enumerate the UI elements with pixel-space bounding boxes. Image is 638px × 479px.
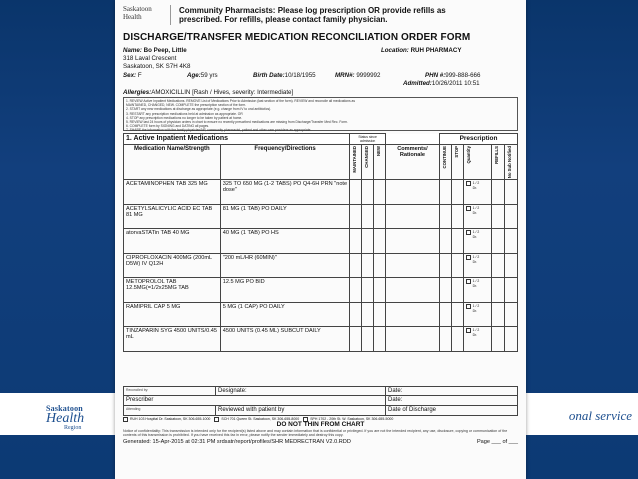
continue-cell[interactable]	[440, 278, 452, 303]
quantity-cell[interactable]	[463, 204, 491, 229]
checkbox-caption: 1 / 2	[472, 230, 480, 235]
stop-cell[interactable]	[451, 278, 463, 303]
medication-name: RAMIPRIL CAP 5 MG	[124, 302, 221, 327]
address-line-1: 318 Laval Crescent	[123, 55, 177, 62]
continue-cell[interactable]	[440, 229, 452, 254]
new-cell[interactable]	[374, 204, 386, 229]
changed-cell[interactable]	[362, 302, 374, 327]
phn-label: PHN #:	[425, 72, 446, 79]
medication-row	[124, 204, 518, 229]
medication-directions: 325 TO 650 MG (1-2 TABS) PO Q4-6H PRN "note dose"	[220, 180, 350, 205]
date-field-2[interactable]: Date:	[388, 396, 403, 403]
site-sph: SPH 1702 - 20th St. W. Saskatoon, SK 306-655-5000	[303, 417, 393, 422]
sex-label: Sex:	[123, 72, 137, 79]
checkbox-caption: 1 / 2	[472, 279, 480, 284]
medication-name: atorvaSTATin TAB 40 MG	[124, 229, 221, 254]
prescription-checkbox[interactable]	[466, 181, 471, 186]
col-frequency: Frequency/Directions	[220, 145, 350, 180]
col-refills: REFILLS	[493, 146, 499, 164]
prescription-checkbox[interactable]	[466, 279, 471, 284]
mrn-label: MRN#:	[335, 72, 355, 79]
notice-line-2: prescribed. For refills, please contact family physician.	[179, 15, 388, 24]
col-nonsub: No Sub Notified	[506, 146, 512, 179]
changed-cell[interactable]	[362, 327, 374, 352]
site-checkbox[interactable]	[123, 417, 128, 422]
maintained-cell[interactable]	[350, 180, 362, 205]
allergies-label: Allergies:	[123, 89, 152, 96]
new-cell[interactable]	[374, 302, 386, 327]
prescription-header: Prescription	[440, 134, 518, 145]
comments-cell[interactable]	[385, 278, 439, 303]
birth-label: Birth Date:	[253, 72, 285, 79]
refills-cell[interactable]	[491, 253, 504, 278]
discharge-date-field[interactable]: Date of Discharge	[388, 406, 437, 413]
comments-cell[interactable]	[385, 327, 439, 352]
medication-name: METOPROLOL TAB 12.5MG(=1/2x25MG TAB	[124, 278, 221, 303]
instruction-line: 2. START any new medications at discharge as appropriate (e.g. change from IV to oral antibiotics).	[126, 107, 272, 112]
medication-row	[124, 278, 518, 303]
allergies-value: AMOXICILLIN [Rash / Hives, severity: Intermediate]	[151, 89, 294, 96]
logo-line-2: Health	[46, 411, 85, 426]
patient-info	[123, 47, 518, 95]
age-value: 59 yrs	[200, 72, 218, 79]
nonsub-cell[interactable]	[504, 327, 517, 352]
stop-cell[interactable]	[451, 229, 463, 254]
comments-cell[interactable]	[385, 302, 439, 327]
reconciled-by-field[interactable]: Reconciled by:	[124, 387, 216, 395]
prescription-checkbox[interactable]	[466, 328, 471, 333]
birth-value: 10/18/1955	[284, 72, 316, 79]
instructions-box	[123, 97, 518, 131]
quantity-cell[interactable]	[463, 327, 491, 352]
col-new: NEW	[376, 146, 382, 157]
continue-cell[interactable]	[440, 180, 452, 205]
logo-line-1: Saskatoon	[46, 404, 83, 413]
notice-line-1: Community Pharmacists: Please log prescription OR provide refills as	[179, 6, 446, 15]
stop-cell[interactable]	[451, 204, 463, 229]
generated-line: Generated: 15-Apr-2015 at 02:31 PM srdsatr/report/profiles/SHR MEDRECTRAN V2.0.RDD	[123, 439, 351, 446]
instruction-line: 5. REVIEW last 24 hours of physician orders in chart to ensure no recently prescribed medications are missing from Discharge/Transfer Med Rec. Form.	[126, 120, 348, 125]
col-maintained: MAINTAINED	[352, 146, 358, 173]
changed-cell[interactable]	[362, 229, 374, 254]
col-stop: STOP	[453, 146, 459, 158]
checkbox-caption: 1 / 2	[472, 205, 480, 210]
instruction-line: 7. SHARE the information with the family physician/NP, community pharmacist, patient and other care providers as appropriate.	[126, 128, 312, 133]
nonsub-cell[interactable]	[504, 229, 517, 254]
new-cell[interactable]	[374, 253, 386, 278]
prescription-checkbox[interactable]	[466, 206, 471, 211]
maintained-cell[interactable]	[350, 204, 362, 229]
checkbox-caption: 1 / 2	[472, 303, 480, 308]
stop-cell[interactable]	[451, 302, 463, 327]
prescription-checkbox[interactable]	[466, 230, 471, 235]
site-sch: SCH 701 Queen St. Saskatoon, SK 306-655-8000	[214, 417, 299, 422]
maintained-cell[interactable]	[350, 327, 362, 352]
reviewed-field[interactable]: Reviewed with patient by	[216, 406, 386, 415]
medication-name: TINZAPARIN SYG 4500 UNITS/0.45 mL	[124, 327, 221, 352]
checkbox-caption: Dr.	[472, 259, 477, 264]
changed-cell[interactable]	[362, 204, 374, 229]
continue-cell[interactable]	[440, 302, 452, 327]
site-checkbox[interactable]	[214, 417, 219, 422]
medication-directions: 5 MG (1 CAP) PO DAILY	[220, 302, 350, 327]
changed-cell[interactable]	[362, 180, 374, 205]
new-cell[interactable]	[374, 327, 386, 352]
checkbox-caption: Dr.	[472, 284, 477, 289]
medication-row	[124, 180, 518, 205]
stop-cell[interactable]	[451, 327, 463, 352]
quantity-cell[interactable]	[463, 180, 491, 205]
admitted-value: 10/26/2011 10:51	[431, 80, 480, 87]
maintained-cell[interactable]	[350, 278, 362, 303]
medication-name: ACETAMINOPHEN TAB 325 MG	[124, 180, 221, 205]
age-label: Age:	[187, 72, 201, 79]
prescriber-field[interactable]: Prescriber	[124, 396, 386, 405]
medication-directions: 40 MG (1 TAB) PO HS	[220, 229, 350, 254]
refills-cell[interactable]	[491, 180, 504, 205]
medication-directions: 12.5 MG PO BID	[220, 278, 350, 303]
continue-cell[interactable]	[440, 253, 452, 278]
medication-name: ACETYLSALICYLIC ACID EC TAB 81 MG	[124, 204, 221, 229]
nonsub-cell[interactable]	[504, 278, 517, 303]
stop-cell[interactable]	[451, 253, 463, 278]
medication-directions: 4500 UNITS (0.45 ML) SUBCUT DAILY	[220, 327, 350, 352]
changed-cell[interactable]	[362, 253, 374, 278]
new-cell[interactable]	[374, 180, 386, 205]
quantity-cell[interactable]	[463, 278, 491, 303]
comments-cell[interactable]	[385, 229, 439, 254]
site-ruh: RUH 103 Hospital Dr. Saskatoon, SK 306-655-1000	[123, 417, 210, 422]
designate-field[interactable]: Designate:	[216, 387, 386, 395]
comments-cell[interactable]	[385, 204, 439, 229]
do-not-thin-label: DO NOT THIN FROM CHART	[276, 420, 365, 428]
form-logo: Saskatoon Health	[123, 5, 171, 25]
medication-row	[124, 253, 518, 278]
status-header: Status since admission	[350, 134, 385, 145]
checkbox-caption: 1 / 2	[472, 254, 480, 259]
new-cell[interactable]	[374, 229, 386, 254]
instruction-line: 4. STOP any prescription medications no longer to be taken by patient at home.	[126, 115, 243, 120]
nonsub-cell[interactable]	[504, 253, 517, 278]
address-line-2: Saskatoon, SK S7H 4K8	[123, 63, 191, 70]
refills-cell[interactable]	[491, 327, 504, 352]
prescription-checkbox[interactable]	[466, 304, 471, 309]
attending-field[interactable]: Attending	[124, 406, 216, 415]
medication-row	[124, 302, 518, 327]
mrn-value: 9999992	[356, 72, 381, 79]
maintained-cell[interactable]	[350, 302, 362, 327]
pharmacist-notice	[179, 6, 519, 24]
continue-cell[interactable]	[440, 327, 452, 352]
location-value: RUH PHARMACY	[410, 47, 462, 54]
nonsub-cell[interactable]	[504, 180, 517, 205]
refills-cell[interactable]	[491, 302, 504, 327]
checkbox-caption: Dr.	[472, 210, 477, 215]
instruction-line: 1. REVIEW Active Inpatient Medications. REMOVE List of Medications Prior to Admission (last section of the form). REVIEW and reconcile all medications as	[126, 99, 356, 103]
instruction-line: 6. COMPLETE form by SIGNING and DATING all pages.	[126, 124, 210, 129]
col-continue: CONTINUE	[442, 146, 448, 169]
band-tagline: onal service	[568, 408, 632, 423]
section-title: 1. Active Inpatient Medications	[124, 134, 350, 145]
quantity-cell[interactable]	[463, 253, 491, 278]
maintained-cell[interactable]	[350, 229, 362, 254]
nonsub-cell[interactable]	[504, 204, 517, 229]
stop-cell[interactable]	[451, 180, 463, 205]
phn-value: 999-888-666	[445, 72, 481, 79]
medication-row	[124, 327, 518, 352]
medication-directions: 81 MG (1 TAB) PO DAILY	[220, 204, 350, 229]
col-quantity: Quantity	[465, 146, 471, 164]
form-title: DISCHARGE/TRANSFER MEDICATION RECONCILIATION ORDER FORM	[123, 32, 471, 43]
col-changed: CHANGED	[364, 146, 370, 168]
date-field-1[interactable]: Date:	[388, 387, 403, 394]
instruction-line: MAINTAINED, CHANGED, NEW. COMPLETE the prescription section of the form.	[126, 103, 247, 108]
comments-cell[interactable]	[385, 253, 439, 278]
refills-cell[interactable]	[491, 204, 504, 229]
checkbox-caption: 1 / 2	[472, 328, 480, 333]
checkbox-caption: 1 / 2	[472, 181, 480, 186]
signature-block	[123, 386, 518, 446]
medication-name: CIPROFLOXACIN 400MG (200mL D5W) IV Q12H	[124, 253, 221, 278]
refills-cell[interactable]	[491, 229, 504, 254]
logo-line-3: Region	[64, 425, 82, 431]
checkbox-caption: Dr.	[472, 308, 477, 313]
saskatoon-health-logo	[46, 404, 102, 434]
comments-cell[interactable]	[385, 180, 439, 205]
checkbox-caption: Dr.	[472, 186, 477, 191]
col-comments: Comments/ Rationale	[385, 145, 439, 180]
continue-cell[interactable]	[440, 204, 452, 229]
checkbox-caption: Dr.	[472, 333, 477, 338]
refills-cell[interactable]	[491, 278, 504, 303]
instruction-line: 3. RESTART any prescription medications held at admission as appropriate. OR	[126, 111, 243, 116]
prescription-checkbox[interactable]	[466, 255, 471, 260]
page-number: Page ___ of ___	[476, 439, 518, 446]
confidentiality-notice: Notice of confidentiality: This transmission is intended only for the recipient(s) listed above and may contain information that is confidential or privileged. If you are not the intended recipient, any use, disclosure, copying or communication of the contents of this transmission is prohibited. If you have received this fax in error, please notify the sender immediately and destroy this copy.	[123, 428, 508, 438]
changed-cell[interactable]	[362, 278, 374, 303]
quantity-cell[interactable]	[463, 229, 491, 254]
admitted-label: Admitted:	[403, 80, 432, 87]
discharge-form-page	[115, 0, 526, 479]
maintained-cell[interactable]	[350, 253, 362, 278]
medication-directions: "200 mL/HR (60MIN)"	[220, 253, 350, 278]
medication-row	[124, 229, 518, 254]
sex-value: F	[137, 72, 142, 79]
medications-table	[123, 133, 518, 352]
name-label: Name:	[123, 47, 142, 54]
checkbox-caption: Dr.	[472, 235, 477, 240]
nonsub-cell[interactable]	[504, 302, 517, 327]
location-label: Location:	[381, 47, 409, 54]
col-medication-name: Medication Name/Strength	[124, 145, 221, 180]
patient-name: Bo Peep, Little	[143, 47, 187, 54]
quantity-cell[interactable]	[463, 302, 491, 327]
new-cell[interactable]	[374, 278, 386, 303]
